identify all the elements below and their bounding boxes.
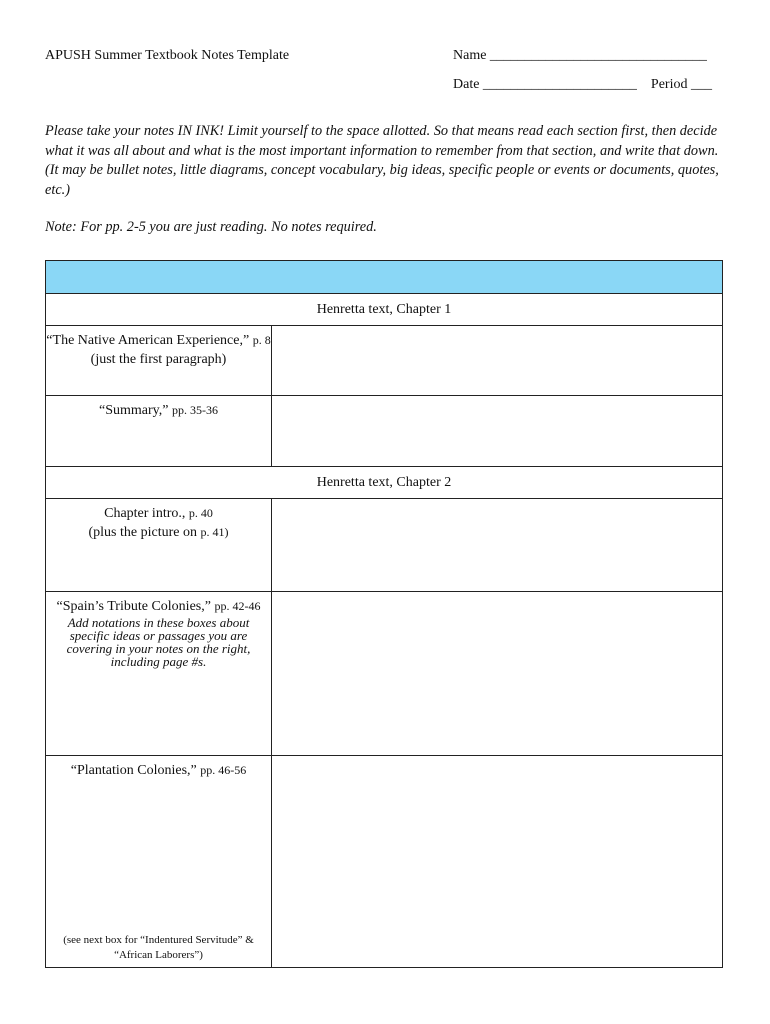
document-title: APUSH Summer Textbook Notes Template bbox=[45, 48, 290, 63]
header-bar bbox=[46, 261, 723, 294]
table-row bbox=[46, 396, 723, 467]
row-hint: Add notations in these boxes about specific ideas or passages you are covering in your notes on the right, including page #s. bbox=[66, 615, 251, 669]
chapter-row bbox=[46, 294, 723, 326]
table-row bbox=[46, 756, 723, 968]
chapter-2-heading: Henretta text, Chapter 2 bbox=[46, 467, 723, 499]
row-label-summary: “Summary,” pp. 35-36 bbox=[46, 396, 272, 467]
chapter-1-heading: Henretta text, Chapter 1 bbox=[46, 294, 723, 326]
row-title: “The Native American Experience,” p. 8 bbox=[46, 333, 271, 348]
name-field[interactable]: Name _______________________________ bbox=[453, 48, 707, 63]
notes-box[interactable] bbox=[272, 499, 723, 592]
notes-box[interactable] bbox=[272, 592, 723, 756]
notes-box[interactable] bbox=[272, 326, 723, 396]
table-row bbox=[46, 499, 723, 592]
notes-table bbox=[45, 260, 723, 968]
row-label-spain-tribute: “Spain’s Tribute Colonies,” pp. 42-46 Add notations in these boxes about specific ideas or passages you are covering in your notes on the right, including page #s. bbox=[46, 592, 272, 756]
reading-note: Note: For pp. 2-5 you are just reading. No notes required. bbox=[45, 219, 377, 235]
notes-box[interactable] bbox=[272, 396, 723, 467]
instructions-paragraph: Please take your notes IN INK! Limit yourself to the space allotted. So that means read each section first, then decide what it was all about and what is the most important information to remember from that section, and write that down. (It may be bullet notes, little diagrams, concept vocabulary, big ideas, specific people or events or documents, quotes, etc.) bbox=[45, 123, 719, 198]
date-period-field[interactable]: Date ______________________ Period ___ bbox=[453, 77, 712, 92]
chapter-row bbox=[46, 467, 723, 499]
table-header-row bbox=[46, 261, 723, 294]
table-row bbox=[46, 592, 723, 756]
row-footnote: (see next box for “Indentured Servitude” & “African Laborers”) bbox=[63, 934, 254, 961]
row-label-plantation: “Plantation Colonies,” pp. 46-56 (see next box for “Indentured Servitude” & “African Laborers”) bbox=[46, 756, 272, 968]
row-subtitle: (just the first paragraph) bbox=[90, 352, 227, 367]
notes-box[interactable] bbox=[272, 756, 723, 968]
row-label-native-american bbox=[46, 326, 272, 396]
row-label-chapter-intro: Chapter intro., p. 40 (plus the picture on p. 41) bbox=[46, 499, 272, 592]
table-row bbox=[46, 326, 723, 396]
